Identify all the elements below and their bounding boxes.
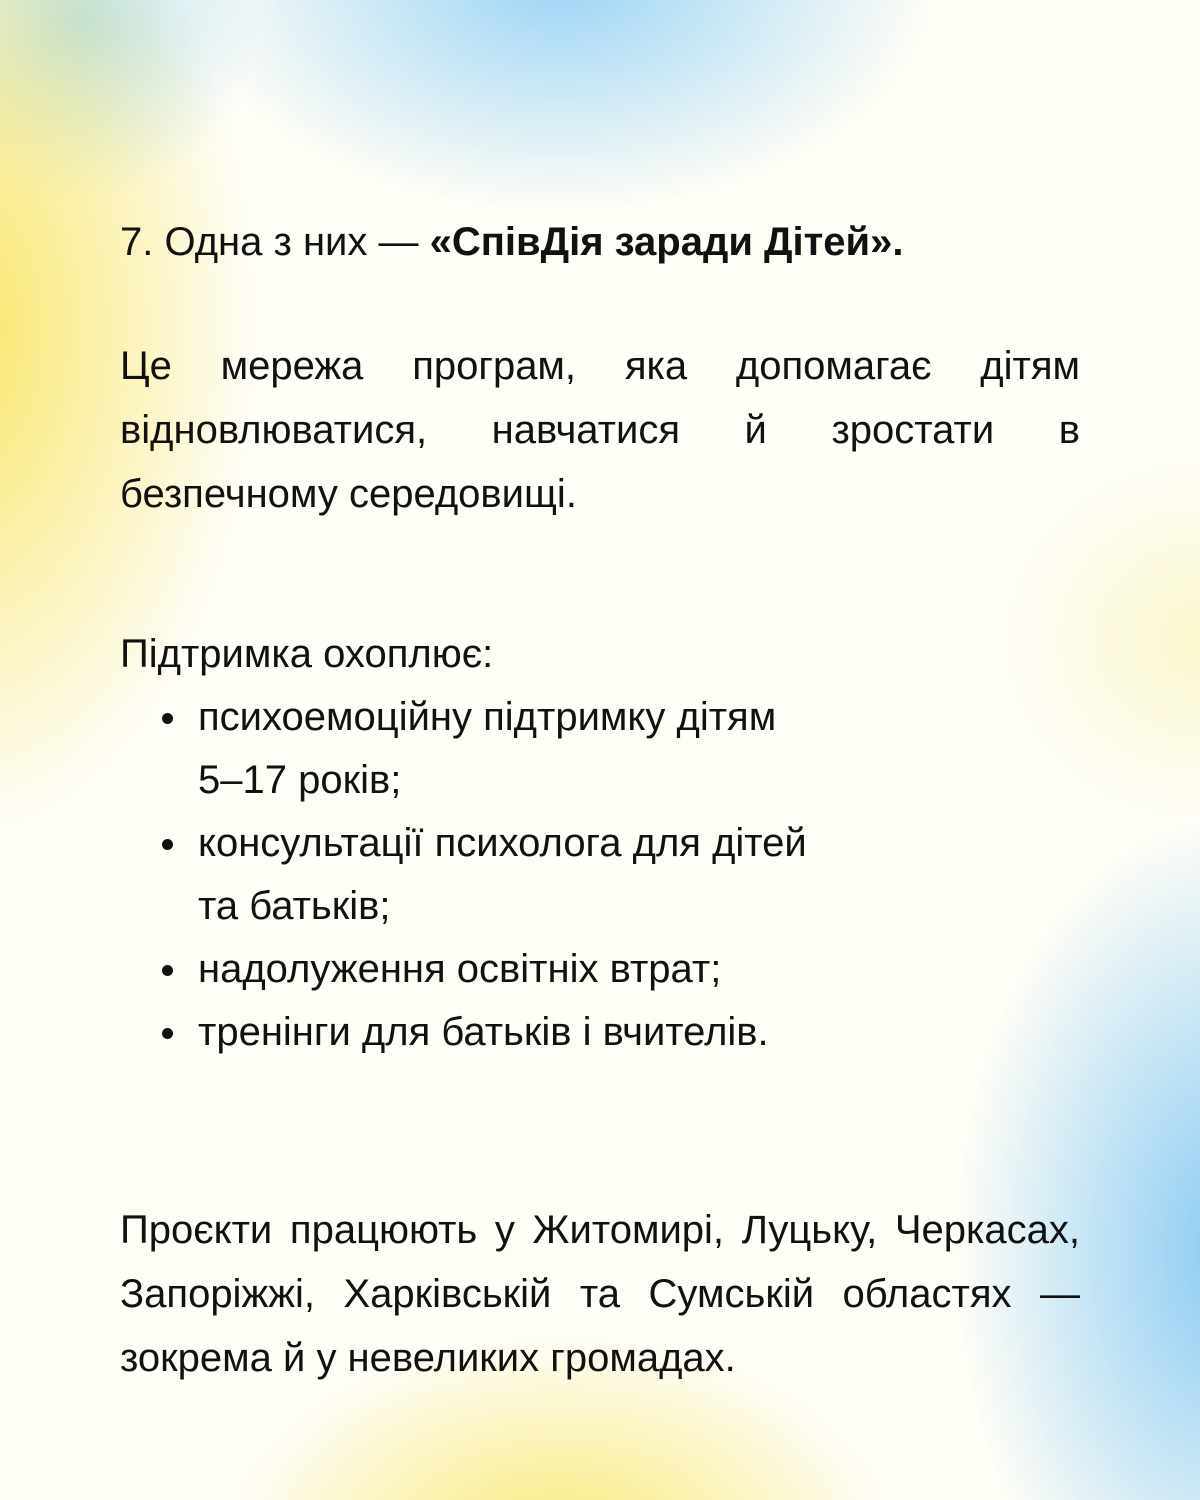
list-item-text: консультації психолога для дітей bbox=[198, 821, 807, 865]
list-item-text: тренінги для батьків і вчителів. bbox=[198, 1010, 769, 1054]
list-item bbox=[158, 686, 918, 812]
list-item-text-continued: та батьків; bbox=[198, 884, 391, 928]
intro-paragraph: Це мережа програм, яка допомагає дітям відновлюватися, навчатися й зростати в безпечному середовищі. bbox=[120, 344, 1080, 516]
list-item-text: надолуження освітніх втрат; bbox=[198, 947, 722, 991]
list-item-text-continued: 5–17 років; bbox=[198, 758, 402, 802]
list-item bbox=[158, 1001, 918, 1064]
support-list bbox=[158, 686, 918, 1064]
bullet-icon bbox=[162, 713, 173, 724]
list-item bbox=[158, 812, 918, 938]
slide-heading bbox=[120, 214, 903, 270]
list-item-text: психоемоційну підтримку дітям bbox=[198, 695, 777, 739]
bullet-icon bbox=[162, 839, 173, 850]
support-label: Підтримка охоплює: bbox=[120, 632, 494, 676]
bullet-icon bbox=[162, 1028, 173, 1039]
program-name: «СпівДія заради Дітей». bbox=[429, 220, 904, 264]
heading-prefix: 7. Одна з них — bbox=[120, 220, 430, 264]
list-item bbox=[158, 938, 918, 1001]
locations-paragraph: Проєкти працюють у Житомирі, Луцьку, Черкасах, Запоріжжі, Харківській та Сумській областях — зокрема й у невеликих громадах. bbox=[120, 1208, 1080, 1380]
bullet-icon bbox=[162, 965, 173, 976]
